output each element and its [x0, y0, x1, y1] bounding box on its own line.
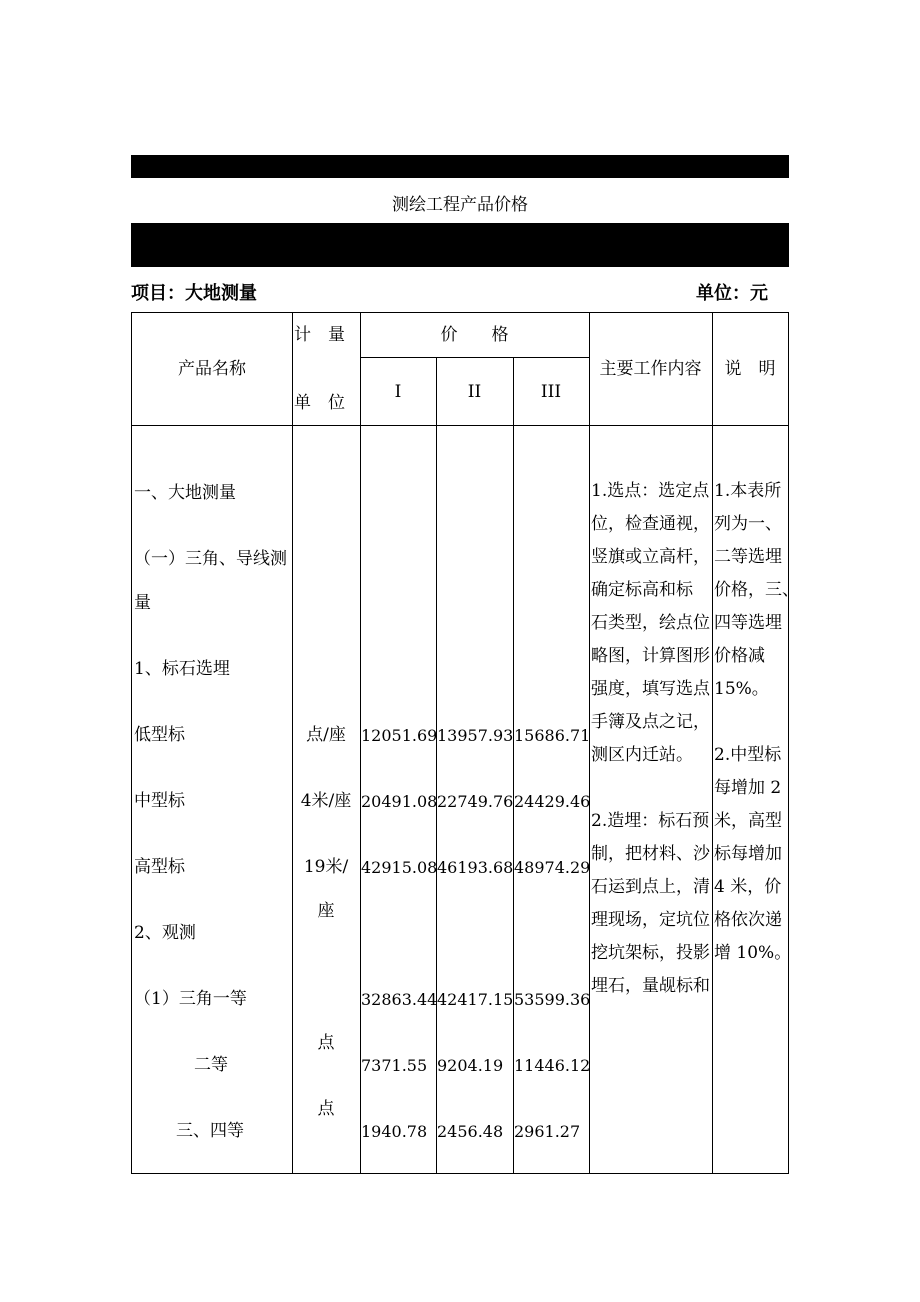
work-lines-line: 1.选点：选定点 — [591, 481, 710, 501]
price-3: 11446.12 — [514, 1056, 591, 1075]
work-lines-line: 石运到点上，清 — [591, 877, 710, 897]
price-2: 42417.15 — [437, 990, 514, 1009]
note-content — [714, 475, 799, 970]
header-price: 价 格 — [440, 325, 509, 345]
price-1: 32863.44 — [361, 990, 438, 1009]
price-3: 2961.27 — [514, 1122, 581, 1141]
section-triangulation-cont: 量 — [134, 593, 151, 613]
work-lines-line: 理现场，定坑位 — [591, 910, 710, 930]
work-lines-line: 埋石，量觇标和 — [591, 976, 710, 996]
header-price-3: III — [540, 382, 562, 402]
header-work: 主要工作内容 — [599, 359, 702, 379]
note-lines-line: 价格，三、 — [714, 580, 799, 600]
work-lines-line: 石类型，绘点位 — [591, 613, 710, 633]
header-bar-bottom — [131, 223, 789, 267]
row-unit-cont: 座 — [317, 901, 335, 921]
price-2: 9204.19 — [437, 1056, 504, 1075]
note-lines-line: 价格减 — [714, 646, 765, 666]
price-3: 48974.29 — [514, 858, 591, 877]
section-geodetic: 一、大地测量 — [134, 483, 236, 503]
work-lines-line: 挖坑架标，投影 — [591, 943, 710, 963]
note-lines-line: 四等选埋 — [714, 613, 782, 633]
row-name: 二等 — [194, 1055, 228, 1075]
project-label: 项目：大地测量 — [131, 283, 257, 304]
price-1: 42915.08 — [361, 858, 438, 877]
note-lines-line: 格依次递 — [714, 910, 782, 930]
header-divider — [132, 425, 788, 426]
note-lines-line: 1.本表所 — [714, 481, 782, 501]
price-1: 20491.08 — [361, 792, 438, 811]
row-name: 中型标 — [134, 791, 185, 811]
price-2: 2456.48 — [437, 1122, 504, 1141]
price-2: 13957.93 — [437, 726, 514, 745]
row-unit: 19米/ — [303, 857, 349, 877]
work-lines-line: 略图，计算图形 — [591, 646, 710, 666]
header-bar-top — [131, 155, 789, 178]
price-1: 12051.69 — [361, 726, 438, 745]
col-divider — [436, 357, 437, 1173]
header-price-2: II — [467, 382, 482, 402]
price-1: 7371.55 — [361, 1056, 428, 1075]
document-title: 测绘工程产品价格 — [392, 195, 528, 215]
section-observation: 2、观测 — [134, 923, 196, 943]
row-name: （1）三角一等 — [134, 989, 247, 1009]
work-lines-line: 制，把材料、沙 — [591, 844, 710, 864]
note-lines-line: 列为一、 — [714, 514, 782, 534]
price-3: 53599.36 — [514, 990, 591, 1009]
section-marker: 1、标石选埋 — [134, 659, 230, 679]
col-divider — [712, 313, 713, 1173]
header-product-name: 产品名称 — [178, 359, 246, 379]
work-lines-line: 测区内迁站。 — [591, 745, 693, 765]
work-lines-line — [591, 772, 712, 805]
price-table — [131, 312, 799, 1174]
work-lines-line: 强度，填写选点 — [591, 679, 710, 699]
row-unit: 4米/座 — [300, 791, 352, 811]
header-unit-bottom: 单 位 — [294, 393, 345, 413]
row-unit: 点 — [317, 1099, 335, 1119]
note-lines-line: 米，高型 — [714, 811, 782, 831]
work-lines-line: 手簿及点之记， — [591, 712, 710, 732]
price-2: 22749.76 — [437, 792, 514, 811]
note-lines-line: 4 米，价 — [714, 877, 782, 897]
note-lines-line — [714, 706, 788, 739]
unit-label: 单位：元 — [696, 283, 768, 304]
work-lines-line: 竖旗或立高杆， — [591, 547, 710, 567]
note-lines-line: 标每增加 — [714, 844, 782, 864]
work-lines-line: 2.造埋：标石预 — [591, 811, 710, 831]
row-unit: 点/座 — [306, 725, 346, 745]
row-divider — [360, 357, 589, 358]
note-lines-line: 二等选埋 — [714, 547, 782, 567]
row-name: 三、四等 — [176, 1121, 244, 1141]
price-3: 24429.46 — [514, 792, 591, 811]
note-lines-line: 增 10%。 — [714, 943, 792, 963]
work-content — [591, 475, 712, 1003]
header-price-1: I — [394, 382, 402, 402]
note-lines-line: 15%。 — [714, 679, 769, 699]
row-unit: 点 — [317, 1033, 335, 1053]
price-2: 46193.68 — [437, 858, 514, 877]
work-lines-line: 位，检查通视， — [591, 514, 710, 534]
note-lines-line: 每增加 2 — [714, 778, 782, 798]
section-triangulation: （一）三角、导线测 — [134, 549, 287, 569]
note-lines-line: 2.中型标 — [714, 745, 782, 765]
header-unit-top: 计 量 — [294, 325, 345, 345]
price-3: 15686.71 — [514, 726, 591, 745]
work-lines-line: 确定标高和标 — [591, 580, 693, 600]
col-divider — [513, 357, 514, 1173]
header-note: 说 明 — [724, 359, 776, 379]
row-name: 高型标 — [134, 857, 185, 877]
row-name: 低型标 — [134, 725, 185, 745]
price-1: 1940.78 — [361, 1122, 428, 1141]
